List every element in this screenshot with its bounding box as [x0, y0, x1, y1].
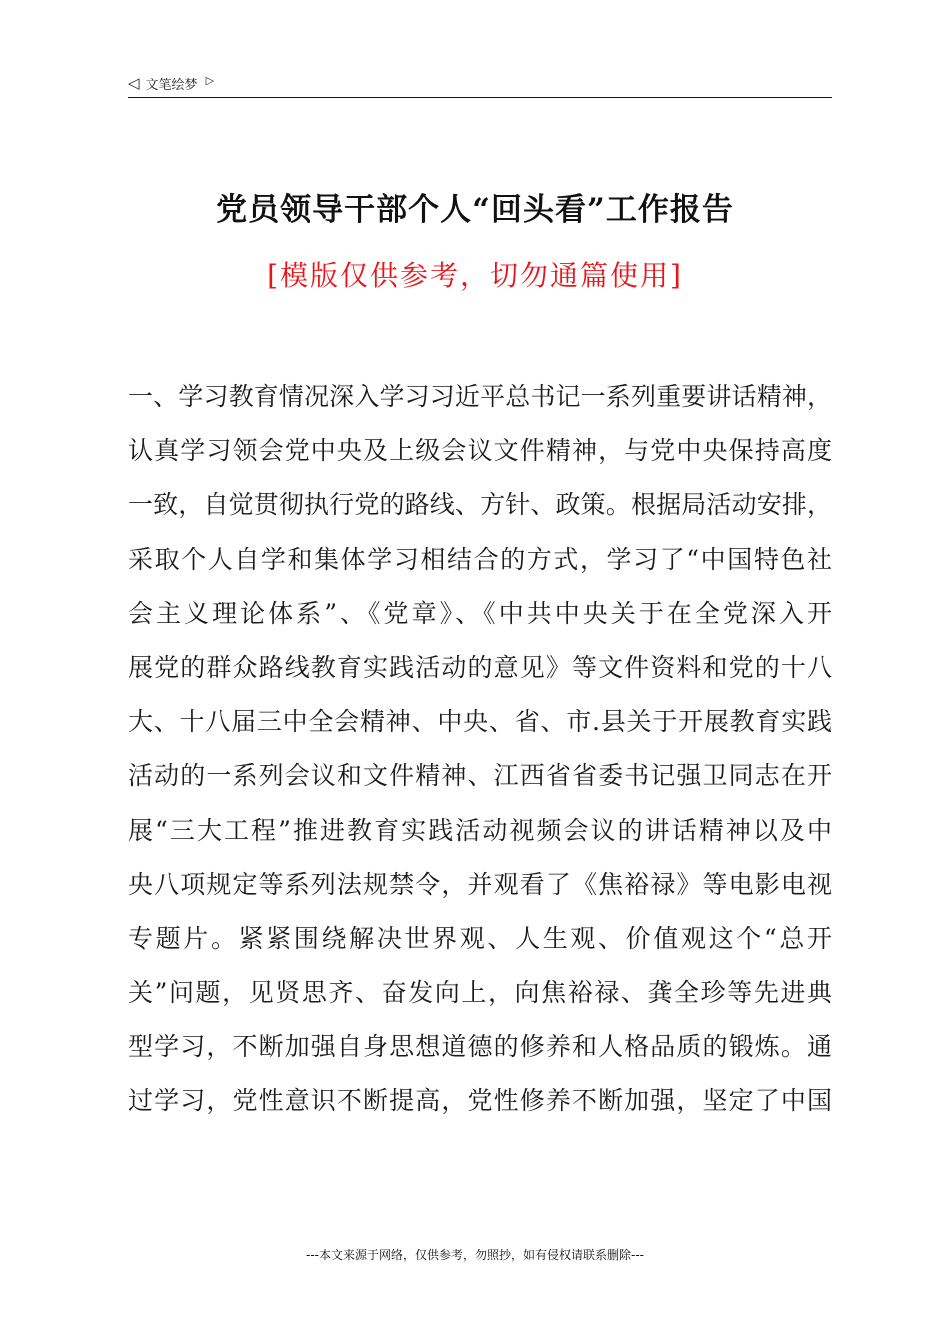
triangle-left-icon: ◁: [128, 74, 140, 92]
header-divider: [128, 97, 832, 98]
footer-disclaimer: ---本文来源于网络，仅供参考，勿照抄，如有侵权请联系删除---: [306, 1248, 644, 1262]
body-line: 一致，自觉贯彻执行党的路线、方针、政策。根据局活动安排，: [128, 490, 832, 520]
body-line: 专题片。紧紧围绕解决世界观、人生观、价值观这个“总开: [128, 923, 832, 953]
body-line: 认真学习领会党中央及上级会议文件精神，与党中央保持高度: [128, 436, 832, 466]
body-line: 型学习，不断加强自身思想道德的修养和人格品质的锻炼。通: [128, 1032, 832, 1062]
body-line: 采取个人自学和集体学习相结合的方式，学习了“中国特色社: [128, 544, 832, 574]
body-line: 央八项规定等系列法规禁令，并观看了《焦裕禄》等电影电视: [128, 869, 832, 899]
document-subtitle: [模版仅供参考，切勿通篇使用]: [267, 259, 683, 292]
body-line: 关”问题，见贤思齐、奋发向上，向焦裕禄、龚全珍等先进典: [128, 978, 832, 1008]
document-body: [128, 370, 832, 1160]
body-line: 展“三大工程”推进教育实践活动视频会议的讲话精神以及中: [128, 815, 832, 845]
body-line: 过学习，党性意识不断提高，党性修养不断加强，坚定了中国: [128, 1086, 832, 1116]
triangle-right-icon: ▷: [205, 74, 215, 87]
body-line: 活动的一系列会议和文件精神、江西省省委书记强卫同志在开: [128, 761, 832, 791]
body-line: 大、十八届三中全会精神、中央、省、市.县关于开展教育实践: [128, 707, 832, 737]
body-line: 一、学习教育情况深入学习习近平总书记一系列重要讲话精神，: [128, 382, 832, 411]
document-title: 党员领导干部个人“回头看”工作报告: [216, 192, 734, 228]
brand-mark: [128, 74, 214, 93]
body-line: 会主义理论体系”、《党章》、《中共中央关于在全党深入开: [128, 598, 832, 628]
brand-name: 文笔绘梦: [145, 78, 198, 93]
page-header: [128, 72, 832, 98]
body-line: 展党的群众路线教育实践活动的意见》等文件资料和党的十八: [128, 652, 832, 682]
